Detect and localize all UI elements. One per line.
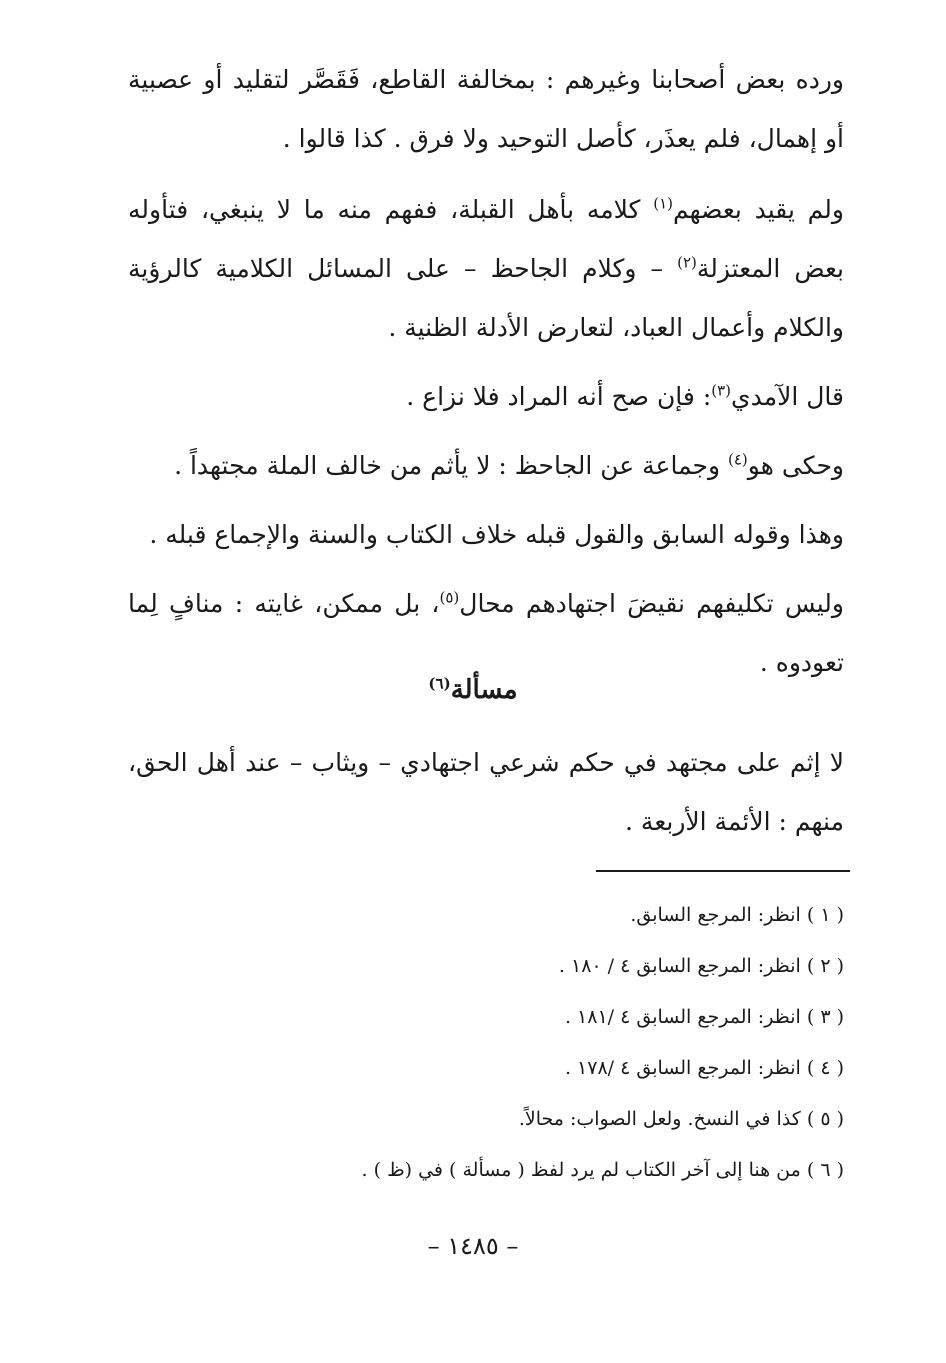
paragraph-6: وليس تكليفهم نقيضَ اجتهادهم محال$^{(٥)}$، بل ممكن، غايته : منافٍ لِما تعودوه . — [128, 588, 844, 677]
footnote-2: ( ٢ ) انظر: المرجع السابق ٤ / ١٨٠ . — [558, 955, 844, 977]
footnote-5: ( ٥ ) كذا في النسخ. ولعل الصواب: محالاً. — [518, 1108, 844, 1130]
page-number: – ١٤٨٥ – — [427, 1232, 519, 1260]
footnote-3: ( ٣ ) انظر: المرجع السابق ٤ /١٨١ . — [564, 1006, 844, 1028]
paragraph-5: وهذا وقوله السابق والقول قبله خلاف الكتاب والسنة والإجماع قبله . — [149, 520, 844, 549]
main-text-bottom — [128, 733, 844, 851]
paragraph-7: لا إثم على مجتهد في حكم شرعي اجتهادي – ويثاب – عند أهل الحق، منهم : الأئمة الأربعة . — [128, 748, 844, 836]
main-text-top — [128, 50, 844, 692]
footnote-4: ( ٤ ) انظر: المرجع السابق ٤ /١٧٨ . — [564, 1057, 844, 1079]
paragraph-1: ورده بعض أصحابنا وغيرهم : بمخالفة القاطع، فَقَصَّر لتقليد أو عصبية أو إهمال، فلم يعذَر، كأصل التوحيد ولا فرق . كذا قالوا . — [128, 65, 844, 153]
paragraph-3: قال الآمدي$^{(٣)}$: فإن صح أنه المراد فلا نزاع . — [406, 381, 844, 411]
section-heading: مسألة$^{(٦)}$ — [428, 674, 518, 705]
footnote-1: ( ١ ) انظر: المرجع السابق. — [630, 904, 844, 926]
paragraph-4: وحكى هو$^{(٤)}$ وجماعة عن الجاحظ : لا يأثم من خالف الملة مجتهداً . — [174, 450, 844, 480]
footnote-6: ( ٦ ) من هنا إلى آخر الكتاب لم يرد لفظ ( مسألة ) في (ظ ) . — [361, 1159, 844, 1181]
footnote-ref-6: (٦) — [428, 674, 451, 693]
footnote-ref-5: (٥) — [439, 588, 460, 607]
paragraph-2: ولم يقيد بعضهم$^{(١)}$ كلامه بأهل القبلة، ففهم منه ما لا ينبغي، فتأوله بعض المعتزلة$^{(٢)}$ – وكلام الجاحظ – على المسائل الكلامية كالرؤية والكلام وأعمال العباد، لتعارض الأدلة الظنية . — [128, 194, 844, 342]
footnote-ref-1: (١) — [653, 194, 674, 213]
footnote-ref-3: (٣) — [711, 381, 732, 400]
footnote-separator — [596, 870, 850, 872]
footnotes — [128, 890, 844, 1196]
footnote-ref-2: (٢) — [677, 253, 697, 272]
footnote-ref-4: (٤) — [728, 450, 748, 469]
